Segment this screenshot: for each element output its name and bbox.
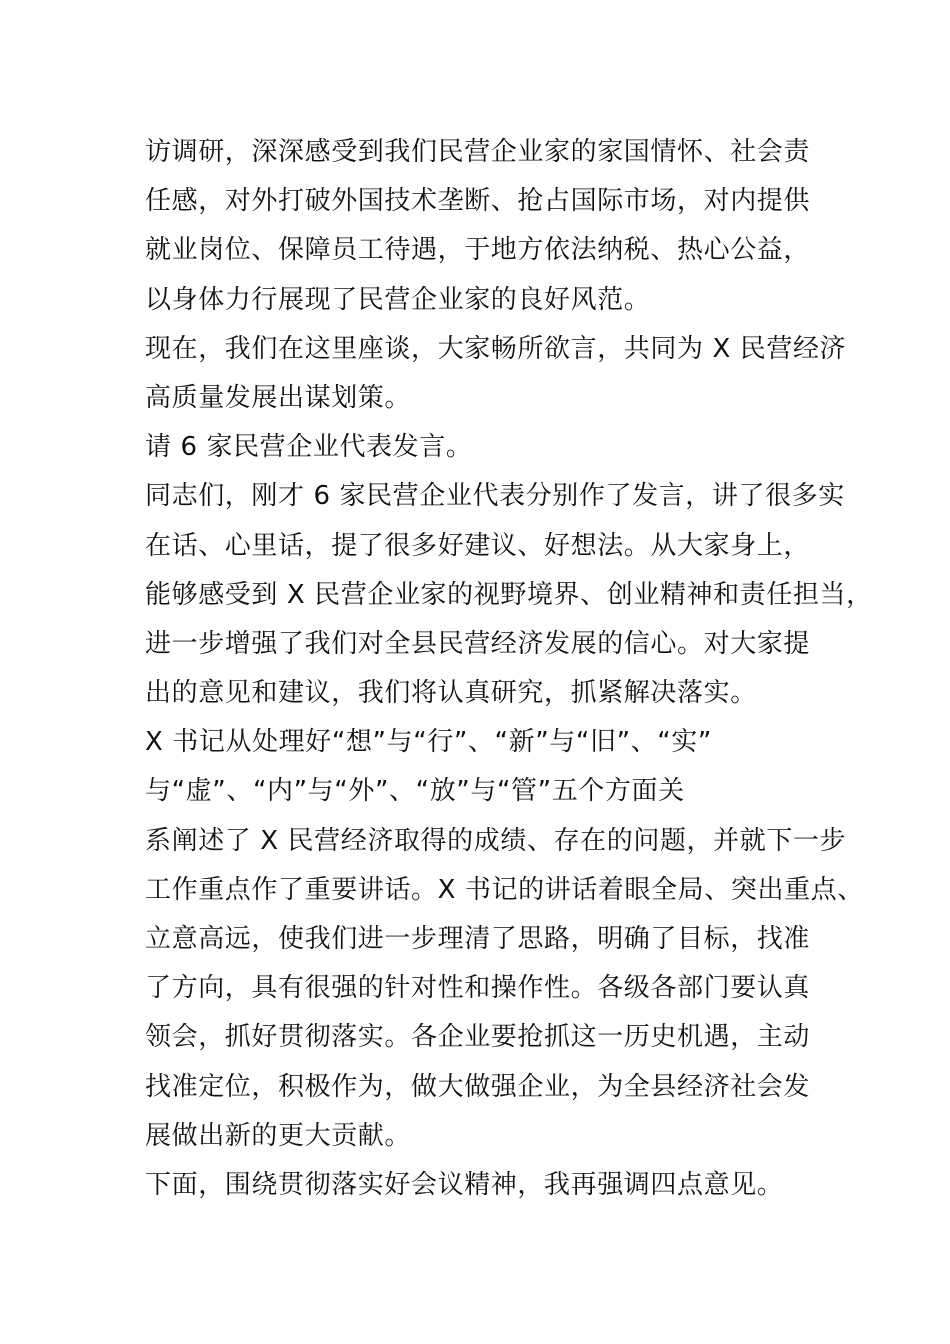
document-body [145, 128, 873, 1210]
text-line: 现在，我们在这里座谈，大家畅所欲言，共同为 X 民营经济 [145, 333, 847, 364]
text-line: 与“虚”、“内”与“外”、“放”与“管”五个方面关 [145, 776, 685, 807]
text-line: 出的意见和建议，我们将认真研究，抓紧解决落实。 [145, 678, 757, 709]
text-line: 展做出新的更大贡献。 [145, 1120, 412, 1151]
text-line: 以身体力行展现了民营企业家的良好风范。 [145, 284, 651, 315]
text-line: 立意高远，使我们进一步理清了思路，明确了目标，找准 [145, 924, 811, 954]
text-line: 找准定位，积极作为，做大做强企业，为全县经济社会发 [145, 1071, 811, 1102]
text-line: 领会，抓好贯彻落实。各企业要抢抓这一历史机遇，主动 [145, 1022, 811, 1053]
text-line: X 书记从处理好“想”与“行”、“新”与“旧”、“实” [145, 727, 712, 758]
text-line: 工作重点作了重要讲话。X 书记的讲话着眼全局、突出重点、 [145, 874, 864, 905]
text-line: 任感，对外打破外国技术垄断、抢占国际市场，对内提供 [145, 186, 811, 217]
text-line: 高质量发展出谋划策。 [145, 382, 412, 413]
text-line: 进一步增强了我们对全县民营经济发展的信心。对大家提 [145, 628, 811, 659]
text-line: 访调研，深深感受到我们民营企业家的家国情怀、社会责 [145, 137, 811, 167]
text-line: 在话、心里话，提了很多好建议、好想法。从大家身上， [145, 530, 811, 561]
text-line: 系阐述了 X 民营经济取得的成绩、存在的问题，并就下一步 [145, 825, 847, 856]
text-line: 了方向，具有很强的针对性和操作性。各级各部门要认真 [145, 973, 811, 1004]
text-line: 请 6 家民营企业代表发言。 [145, 432, 473, 463]
text-line: 下面，围绕贯彻落实好会议精神，我再强调四点意见。 [145, 1169, 784, 1200]
text-line: 同志们，刚才 6 家民营企业代表分别作了发言，讲了很多实 [145, 481, 845, 512]
text-line: 就业岗位、保障员工待遇，于地方依法纳税、热心公益， [145, 235, 811, 266]
text-line: 能够感受到 X 民营企业家的视野境界、创业精神和责任担当， [145, 579, 873, 610]
